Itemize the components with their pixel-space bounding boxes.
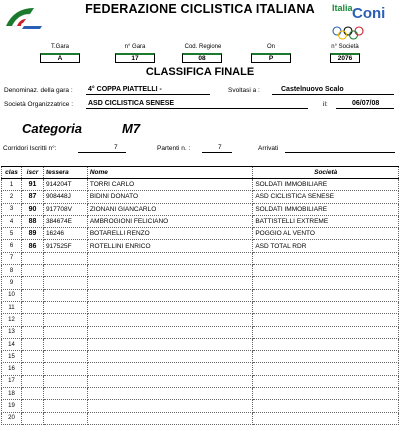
cell-clas: 7 bbox=[2, 252, 22, 264]
field-label-ngara: n° Gara bbox=[124, 44, 146, 50]
categoria-label: Categoria bbox=[22, 121, 82, 136]
cell-societa bbox=[253, 252, 399, 264]
col-header-clas: clas bbox=[2, 167, 22, 179]
cell-iscr bbox=[21, 412, 43, 424]
cell-societa: SOLDATI IMMOBILIARE bbox=[253, 179, 399, 191]
cell-iscr bbox=[21, 351, 43, 363]
cell-tessera bbox=[43, 252, 87, 264]
olympic-rings-icon bbox=[331, 26, 367, 40]
table-row bbox=[2, 191, 399, 203]
cell-iscr bbox=[21, 289, 43, 301]
cell-iscr: 87 bbox=[21, 191, 43, 203]
cell-societa bbox=[253, 314, 399, 326]
cell-tessera bbox=[43, 265, 87, 277]
field-value-on: P bbox=[251, 53, 291, 63]
iscritti-line bbox=[78, 143, 126, 153]
page-title: FEDERAZIONE CICLISTICA ITALIANA bbox=[85, 2, 315, 16]
svoltasi-label: Svoltasi a : bbox=[228, 87, 260, 94]
col-header-nome: Nome bbox=[87, 167, 253, 179]
cell-nome bbox=[87, 289, 253, 301]
table-row bbox=[2, 326, 399, 338]
table-row bbox=[2, 240, 399, 252]
cell-clas: 19 bbox=[2, 400, 22, 412]
denominaz-value: 4° COPPA PIATTELLI - bbox=[88, 86, 162, 93]
cell-tessera: 914204T bbox=[43, 179, 87, 191]
cell-clas: 13 bbox=[2, 326, 22, 338]
cell-nome bbox=[87, 326, 253, 338]
table-header-row bbox=[2, 167, 399, 179]
cell-tessera: 384674E bbox=[43, 215, 87, 227]
table-row bbox=[2, 228, 399, 240]
cell-societa bbox=[253, 326, 399, 338]
table-row bbox=[2, 314, 399, 326]
cell-societa bbox=[253, 388, 399, 400]
cell-nome bbox=[87, 388, 253, 400]
cell-nome: BIDINI DONATO bbox=[87, 191, 253, 203]
cell-clas: 17 bbox=[2, 375, 22, 387]
cell-iscr: 91 bbox=[21, 179, 43, 191]
partenti-value: 7 bbox=[218, 144, 222, 151]
iscritti-value: 7 bbox=[114, 144, 118, 151]
societa-org-label: Società Organizzatrice : bbox=[4, 101, 74, 108]
cell-nome bbox=[87, 338, 253, 350]
table-row bbox=[2, 375, 399, 387]
cell-tessera bbox=[43, 351, 87, 363]
table-row bbox=[2, 289, 399, 301]
arrivati-label: Arrivati bbox=[258, 145, 279, 152]
cell-nome bbox=[87, 363, 253, 375]
cell-societa: BATTISTELLI EXTREME bbox=[253, 215, 399, 227]
cell-tessera bbox=[43, 314, 87, 326]
cell-clas: 2 bbox=[2, 191, 22, 203]
cell-clas: 5 bbox=[2, 228, 22, 240]
fci-logo-icon bbox=[4, 4, 44, 30]
table-row bbox=[2, 388, 399, 400]
cell-societa bbox=[253, 289, 399, 301]
cell-tessera bbox=[43, 400, 87, 412]
table-row bbox=[2, 338, 399, 350]
partenti-label: Partenti n. : bbox=[157, 145, 191, 152]
cell-tessera bbox=[43, 363, 87, 375]
table-row bbox=[2, 179, 399, 191]
cell-societa bbox=[253, 363, 399, 375]
cell-clas: 9 bbox=[2, 277, 22, 289]
cell-tessera: 908448J bbox=[43, 191, 87, 203]
table-row bbox=[2, 215, 399, 227]
cell-societa bbox=[253, 338, 399, 350]
arrivati-line bbox=[285, 143, 395, 153]
cell-societa bbox=[253, 412, 399, 424]
coni-logo-text: Coni bbox=[352, 5, 386, 22]
cell-clas: 10 bbox=[2, 289, 22, 301]
col-header-iscr: iscr bbox=[21, 167, 43, 179]
results-table bbox=[1, 166, 399, 425]
cell-iscr: 86 bbox=[21, 240, 43, 252]
cell-tessera bbox=[43, 301, 87, 313]
cell-tessera bbox=[43, 388, 87, 400]
cell-societa bbox=[253, 400, 399, 412]
cell-iscr bbox=[21, 301, 43, 313]
cell-societa bbox=[253, 351, 399, 363]
coni-italia-label: Italia bbox=[332, 3, 353, 13]
field-value-tgara: A bbox=[40, 53, 80, 63]
iscritti-label: Corridori Iscritti n°: bbox=[3, 145, 57, 152]
cell-clas: 18 bbox=[2, 388, 22, 400]
cell-iscr bbox=[21, 388, 43, 400]
table-row bbox=[2, 363, 399, 375]
denominaz-label: Denominaz. della gara : bbox=[4, 87, 73, 94]
cell-tessera bbox=[43, 289, 87, 301]
table-row bbox=[2, 252, 399, 264]
cell-nome: TORRI CARLO bbox=[87, 179, 253, 191]
cell-nome bbox=[87, 375, 253, 387]
cell-clas: 14 bbox=[2, 338, 22, 350]
cell-tessera bbox=[43, 277, 87, 289]
col-header-societa: Società bbox=[253, 167, 399, 179]
cell-iscr bbox=[21, 314, 43, 326]
cell-tessera bbox=[43, 326, 87, 338]
societa-org-value: ASD CICLISTICA SENESE bbox=[88, 100, 175, 107]
cell-iscr bbox=[21, 265, 43, 277]
categoria-value: M7 bbox=[122, 121, 141, 136]
cell-nome bbox=[87, 412, 253, 424]
cell-iscr: 88 bbox=[21, 215, 43, 227]
field-value-nsocieta: 2076 bbox=[330, 53, 360, 63]
cell-nome: AMBROGIONI FELICIANO bbox=[87, 215, 253, 227]
cell-iscr bbox=[21, 326, 43, 338]
cell-clas: 12 bbox=[2, 314, 22, 326]
col-header-tessera: tessera bbox=[43, 167, 87, 179]
table-row bbox=[2, 277, 399, 289]
cell-societa bbox=[253, 375, 399, 387]
cell-clas: 15 bbox=[2, 351, 22, 363]
cell-iscr: 89 bbox=[21, 228, 43, 240]
table-row bbox=[2, 301, 399, 313]
cell-societa: POGGIO AL VENTO bbox=[253, 228, 399, 240]
cell-clas: 16 bbox=[2, 363, 22, 375]
il-value: 06/07/08 bbox=[352, 100, 380, 107]
table-row bbox=[2, 351, 399, 363]
cell-iscr bbox=[21, 277, 43, 289]
cell-nome bbox=[87, 252, 253, 264]
cell-societa bbox=[253, 265, 399, 277]
partenti-line bbox=[202, 143, 232, 153]
cell-tessera bbox=[43, 338, 87, 350]
cell-iscr bbox=[21, 400, 43, 412]
field-value-codregione: 08 bbox=[182, 53, 222, 63]
cell-tessera: 917708V bbox=[43, 203, 87, 215]
table-row bbox=[2, 400, 399, 412]
table-row bbox=[2, 412, 399, 424]
cell-clas: 6 bbox=[2, 240, 22, 252]
svoltasi-value: Castelnuovo Scalo bbox=[281, 86, 344, 93]
cell-clas: 4 bbox=[2, 215, 22, 227]
field-label-tgara: T.Gara bbox=[50, 44, 69, 50]
cell-clas: 1 bbox=[2, 179, 22, 191]
cell-nome bbox=[87, 351, 253, 363]
cell-tessera bbox=[43, 412, 87, 424]
cell-nome bbox=[87, 301, 253, 313]
cell-societa bbox=[253, 301, 399, 313]
field-label-nsocieta: n° Società bbox=[331, 44, 359, 50]
cell-societa bbox=[253, 277, 399, 289]
classifica-title: CLASSIFICA FINALE bbox=[145, 66, 255, 78]
cell-nome bbox=[87, 400, 253, 412]
cell-clas: 20 bbox=[2, 412, 22, 424]
cell-tessera: 16246 bbox=[43, 228, 87, 240]
cell-societa: ASD TOTAL RDR bbox=[253, 240, 399, 252]
cell-nome bbox=[87, 277, 253, 289]
table-row bbox=[2, 265, 399, 277]
cell-iscr bbox=[21, 338, 43, 350]
cell-nome: ZIONANI GIANCARLO bbox=[87, 203, 253, 215]
cell-iscr bbox=[21, 252, 43, 264]
cell-nome bbox=[87, 265, 253, 277]
cell-clas: 3 bbox=[2, 203, 22, 215]
field-value-ngara: 17 bbox=[115, 53, 155, 63]
cell-nome bbox=[87, 314, 253, 326]
cell-nome: BOTARELLI RENZO bbox=[87, 228, 253, 240]
cell-clas: 8 bbox=[2, 265, 22, 277]
cell-nome: ROTELLINI ENRICO bbox=[87, 240, 253, 252]
field-label-codregione: Cod. Regione bbox=[184, 44, 222, 50]
cell-societa: SOLDATI IMMOBILIARE bbox=[253, 203, 399, 215]
field-label-on: On bbox=[266, 44, 275, 50]
cell-iscr bbox=[21, 363, 43, 375]
table-row bbox=[2, 203, 399, 215]
il-label: il: bbox=[323, 101, 328, 108]
cell-societa: ASD CICLISTICA SENESE bbox=[253, 191, 399, 203]
cell-iscr: 90 bbox=[21, 203, 43, 215]
cell-tessera bbox=[43, 375, 87, 387]
cell-tessera: 917525F bbox=[43, 240, 87, 252]
cell-clas: 11 bbox=[2, 301, 22, 313]
cell-iscr bbox=[21, 375, 43, 387]
